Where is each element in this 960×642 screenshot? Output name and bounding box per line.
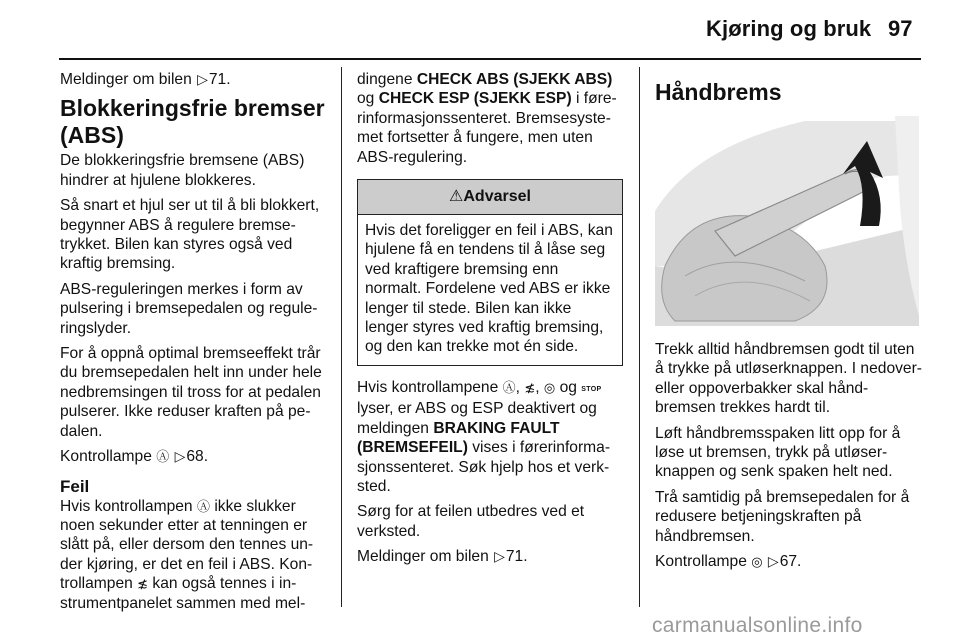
warning-triangle-icon: ⚠ — [449, 188, 464, 206]
column-handbrake — [655, 70, 923, 577]
lamp-reference: Kontrollampe Ⓐ ▷68. — [60, 448, 209, 466]
paragraph: Trekk alltid håndbremsen godt til uten å trykke på utløserknappen. I nedover- eller oppoverbakker skal håndbremsen trekkes hardt til. — [655, 341, 922, 417]
column-divider — [639, 67, 640, 607]
arrow-ref-icon: ▷ — [494, 548, 505, 565]
stop-lamp-icon: STOP — [581, 385, 602, 393]
esp-lamp-icon: ≴ — [524, 379, 536, 395]
paragraph: Løft håndbremsspaken litt opp for å løse ut bremsen, trykk på utløserknappen og senk spaken helt ned. — [655, 424, 901, 481]
brake-lamp-icon: ◎ — [751, 554, 763, 570]
arrow-ref-icon: ▷ — [197, 71, 208, 87]
watermark: carmanualsonline.info — [652, 614, 863, 637]
page-number: 97 — [888, 16, 913, 41]
subsection-title: Feil — [60, 476, 90, 496]
lamp-reference: Kontrollampe ◎ ▷67. — [655, 553, 802, 571]
paragraph: Trå samtidig på bremsepedalen for å redusere betjeningskraften på håndbremsen. — [655, 488, 910, 545]
cross-reference: Meldinger om bilen ▷71. — [357, 548, 528, 566]
esp-lamp-icon: ≴ — [137, 576, 149, 592]
cross-reference: Meldinger om bilen ▷71. — [60, 71, 231, 88]
paragraph: ABS-reguleringen merkes i form av pulsering i bremsepedalen og reguleringslyder. — [60, 280, 318, 337]
arrow-ref-icon: ▷ — [174, 448, 186, 465]
brake-lamp-icon: ◎ — [543, 379, 556, 395]
paragraph: De blokkeringsfrie bremsene (ABS) hindrer at hjulene blokkeres. — [60, 152, 305, 189]
section-title: Blokkeringsfrie bremser (ABS) — [60, 95, 325, 149]
column-divider — [341, 67, 342, 607]
warning-text: Hvis det foreligger en feil i ABS, kan hjulene få en tendens til å låse seg ved kraftigere bremsing enn normalt. Fordelene ved ABS er ikke lenger til stede. Bilen kan ikke lenger styres ved kraftig bremsing, og den kan trekke mot én side. — [365, 222, 613, 356]
paragraph: Så snart et hjul ser ut til å bli blokkert, begynner ABS å regulere bremsetrykket. Bilen kan styres også ved kraftig bremsing. — [60, 197, 320, 273]
header-rule — [59, 58, 921, 60]
page-header — [0, 0, 960, 62]
paragraph: dingene CHECK ABS (SJEKK ABS) og CHECK ESP (SJEKK ESP) i førerinformasjonssenteret. Bremsesystemet fortsetter å fungere, men uten ABS-regulering. — [357, 71, 617, 166]
handbrake-drawing — [655, 116, 919, 326]
paragraph: Sørg for at feilen utbedres ved et verksted. — [357, 503, 585, 540]
warning-box — [357, 179, 623, 366]
column-abs-continued — [357, 70, 623, 573]
paragraph: Hvis kontrollampene Ⓐ, ≴, ◎ og STOP lyser, er ABS og ESP deaktivert og meldingen BRAKING FAULT (BREMSEFEIL) vises i førerinformasjonssenteret. Søk hjelp hos et verksted. — [357, 378, 611, 495]
abs-lamp-icon: Ⓐ — [156, 449, 170, 465]
paragraph: For å oppnå optimal bremseeffekt trår du bremsepedalen helt inn under hele nedbremsingen til tross for at pedalen pulserer. Ikke reduser kraften på pedalen. — [60, 345, 322, 440]
handbrake-illustration — [655, 116, 919, 326]
arrow-ref-icon: ▷ — [767, 553, 779, 570]
abs-lamp-icon: Ⓐ — [502, 379, 516, 395]
column-abs — [60, 70, 328, 619]
section-title: Håndbrems — [655, 79, 782, 105]
abs-lamp-icon: Ⓐ — [196, 498, 210, 514]
warning-header: ⚠Advarsel — [358, 180, 622, 215]
paragraph: Hvis kontrollampen Ⓐ ikke slukker noen sekunder etter at tenningen er slått på, eller dersom den tennes under kjøring, er det en feil i ABS. Kontrollampen ≴ kan også tennes i instrumentpanelet sammen med mel- — [60, 497, 314, 612]
chapter-title: Kjøring og bruk — [706, 16, 872, 41]
